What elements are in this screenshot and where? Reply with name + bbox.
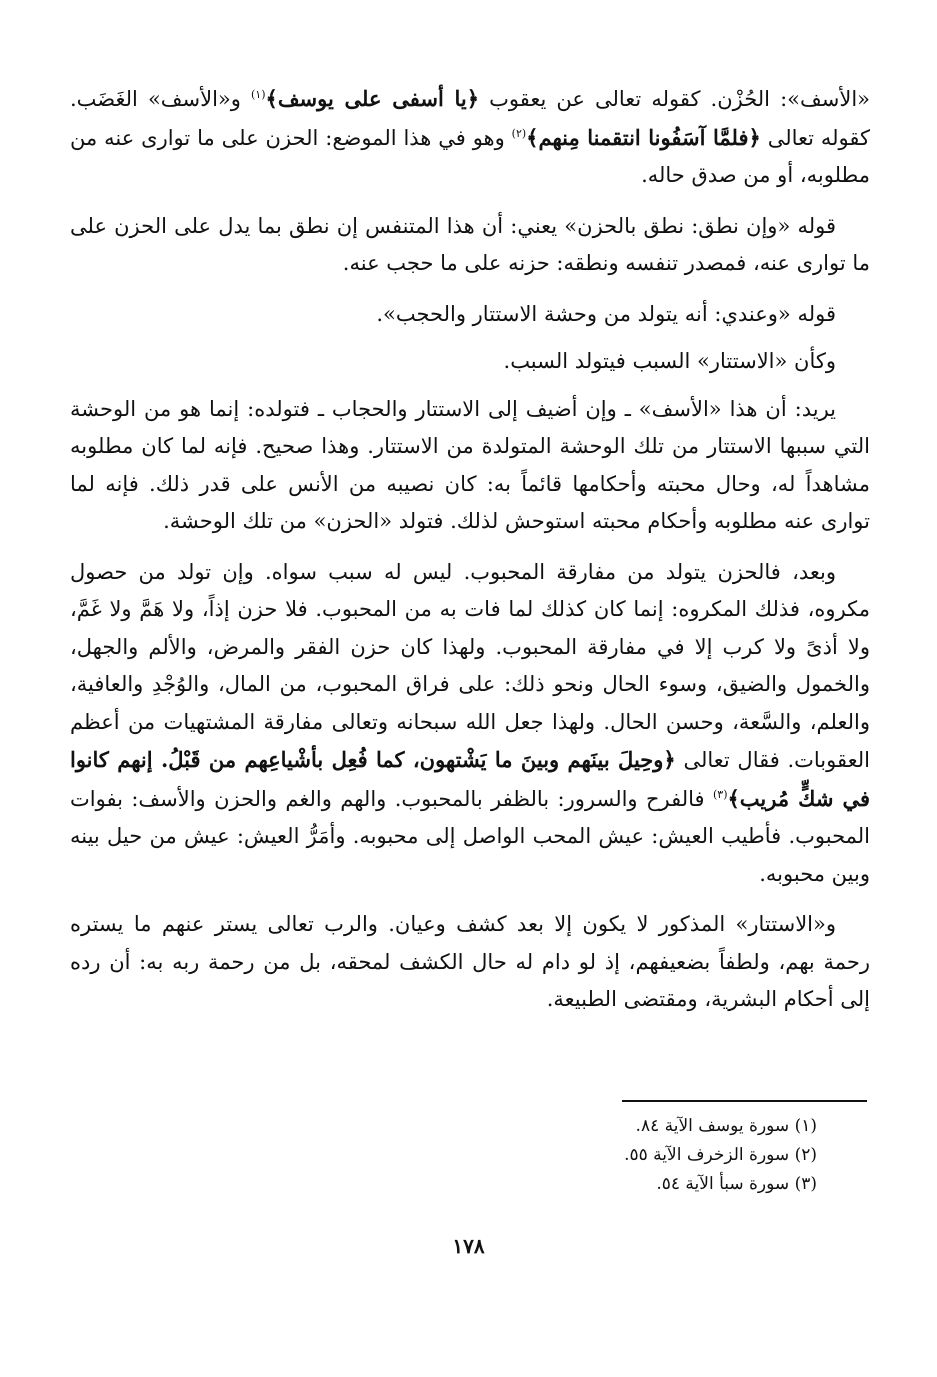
- quran-quote: ﴿وحِيلَ بينَهم وبينَ ما يَشْتهون، كما فُعِل بأشْياعِهم من قَبْلُ. إنهم كانوا في شكٍّ مُريب﴾: [70, 747, 870, 811]
- footnote-1: (١) سورة يوسف الآية ٨٤.: [635, 1116, 817, 1136]
- page-body: [70, 80, 870, 1032]
- footnote-ref-2: (٢): [511, 126, 527, 140]
- paragraph-istitar-mercy: و«الاستتار» المذكور لا يكون إلا بعد كشف وعيان. والرب تعالى يستر عنهم ما يستره رحمة بهم، ولطفاً بضعيفهم، إذ لو دام له حال الكشف لمحقه، بل من رحمة ربه به: أن رده إلى أحكام البشرية، ومقتضى الطبيعة.: [70, 912, 870, 1011]
- text-run: «الأسف»: الحُزْن. كقوله تعالى عن يعقوب: [479, 87, 870, 111]
- paragraph-explanation: يريد: أن هذا «الأسف» ـ وإن أضيف إلى الاستتار والحجاب ـ فتولده: إنما هو من الوحشة التي سببها الاستتار من تلك الوحشة المتولدة من الاستتار. وهذا صحيح. فإنه لما كان مطلوبه مشاهداً له، وحال محبته وأحكامها قائماً به: كان نصيبه من الأنس على قدر ذلك. فإنه لما توارى عنه مطلوبه وأحكام محبته استوحش لذلك. فتولد «الحزن» من تلك الوحشة.: [70, 396, 870, 533]
- text-run: وبعد، فالحزن يتولد من مفارقة المحبوب. ليس له سبب سواه. وإن تولد من حصول مكروه، فذلك المكروه: إنما كان كذلك لما فات به من المحبوب. فلا حزن إذاً، ولا هَمَّ ولا غَمَّ، ولا أذىً ولا كرب إلا في مفارقة المحبوب. ولهذا كان حزن الفقر والمرض، والألم والجهل، والخمول والضيق، وسوء الحال ونحو ذلك: على فراق المحبوب، من المال، والوُجْدِ والعافية، والعلم، والسَّعة، وحسن الحال. ولهذا جعل الله سبحانه وتعالى مفارقة المشتهيات من أعظم العقوبات. فقال تعالى: [70, 559, 870, 772]
- text-run: وهو في هذا الموضع: الحزن على ما توارى عنه من مطلوبه، أو من صدق حاله.: [70, 125, 870, 187]
- quran-quote: ﴿يا أسفى على يوسف﴾: [265, 86, 480, 111]
- paragraph-istitar-cause: وكأن «الاستتار» السبب فيتولد السبب.: [503, 349, 836, 373]
- paragraph-asaf-definition: [70, 80, 870, 195]
- text-run: فالفرح والسرور: بالظفر بالمحبوب. والهم والغم والحزن والأسف: بفوات المحبوب. فأطيب العيش: عيش المحب الواصل إلى محبوبه. وأمَرُّ العيش: عيش من حيل بينه وبين محبوبه.: [70, 786, 870, 886]
- footnotes: [624, 1112, 817, 1199]
- footnote-2: (٢) سورة الزخرف الآية ٥٥.: [624, 1145, 817, 1165]
- paragraph-speech-grief: قوله «وإن نطق: نطق بالحزن» يعني: أن هذا المتنفس إن نطق بما يدل على الحزن على ما توارى عنه، فمصدر تنفسه ونطقه: حزنه على ما حجب عنه.: [70, 213, 870, 275]
- footnote-ref-3: (٣): [712, 787, 728, 801]
- footnote-divider: [622, 1100, 867, 1102]
- footnote-3: (٣) سورة سبأ الآية ٥٤.: [656, 1174, 817, 1194]
- paragraph-wahsha-quote: قوله «وعندي: أنه يتولد من وحشة الاستتار والحجب».: [376, 301, 836, 326]
- footnote-ref-1: (١): [251, 88, 266, 101]
- quran-quote: ﴿فلمَّا آسَفُونا انتقمنا مِنهم﴾: [526, 124, 761, 150]
- page-number: ١٧٨: [452, 1234, 485, 1258]
- text-run: و«الأسف» الغَضَب. كقوله تعالى: [70, 87, 870, 150]
- paragraph-separation: [70, 554, 870, 894]
